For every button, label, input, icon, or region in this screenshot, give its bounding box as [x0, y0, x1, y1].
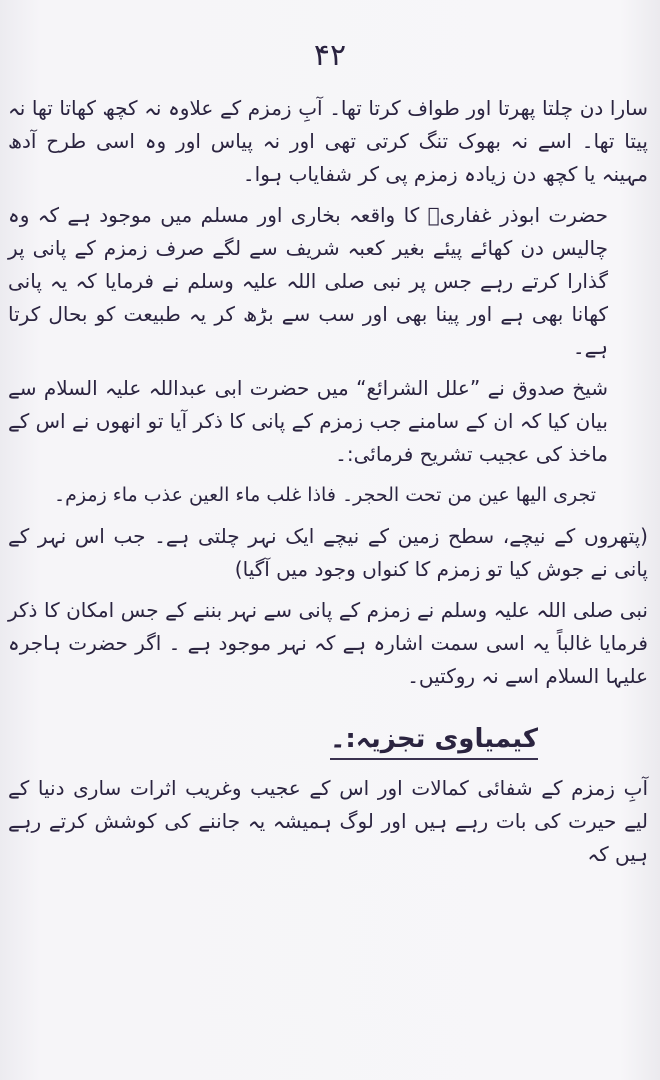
paragraph-1: سارا دن چلتا پھرتا اور طواف کرتا تھا۔ آبِ زمزم کے علاوہ نہ کچھ کھاتا تھا نہ پیتا تھا۔ اسے نہ بھوک تنگ کرتی تھی اور نہ پیاس اور وہ اسی طرح آدھ مہینہ یا کچھ دن زیادہ زمزم پی کر شفایاب ہوا۔: [8, 96, 648, 186]
paragraph-final: آبِ زمزم کے شفائی کمالات اور اس کے عجیب وغریب اثرات ساری دنیا کے لیے حیرت کی بات رہے ہیں اور لوگ ہمیشہ یہ جاننے کی کوشش کرتے رہے ہیں کہ: [8, 776, 648, 866]
section-heading-text: کیمیاوی تجزیہ:۔: [330, 723, 538, 760]
paragraph-sheikh-saduq: شیخ صدوق نے ”علل الشرائع“ میں حضرت ابی عبداللہ علیہ السلام سے بیان کیا کہ ان کے سامنے جب زمزم کے پانی کا ذکر آیا تو انھوں نے اس کے ماخذ کی عجیب تشریح فرمائی:۔: [8, 376, 608, 466]
page-body: [8, 92, 648, 879]
arabic-quote: تجری الیھا عین من تحت الحجر۔ فاذا غلب ماء العین عذب ماء زمزم۔: [54, 484, 596, 506]
page-number: ۴۲: [313, 38, 347, 73]
section-heading: [8, 723, 648, 760]
paragraph-abu-dhar: حضرت ابوذر غفاریؓ کا واقعہ بخاری اور مسلم میں موجود ہے کہ وہ چالیس دن کھائے پیئے بغیر کعبہ شریف سے لگے صرف زمزم کے پانی پر گذارا کرتے رہے جس پر نبی صلی اللہ علیہ وسلم نے فرمایا کہ یہ پانی کھانا بھی ہے اور پینا بھی اور سب سے بڑھ کر یہ طبیعت کو بحال کرتا ہے۔: [8, 203, 608, 359]
paragraph-translation: (پتھروں کے نیچے، سطح زمین کے نیچے ایک نہر چلتی ہے۔ جب اس نہر کے پانی نے جوش کیا تو زمزم کا کنواں وجود میں آگیا): [8, 524, 648, 581]
paragraph-prophet: نبی صلی اللہ علیہ وسلم نے زمزم کے پانی سے نہر بننے کے جس امکان کا ذکر فرمایا غالباً یہ اسی سمت اشارہ ہے کہ نہر موجود ہے ۔ اگر حضرت ہاجرہ علیہا السلام اسے نہ روکتیں۔: [8, 598, 648, 688]
